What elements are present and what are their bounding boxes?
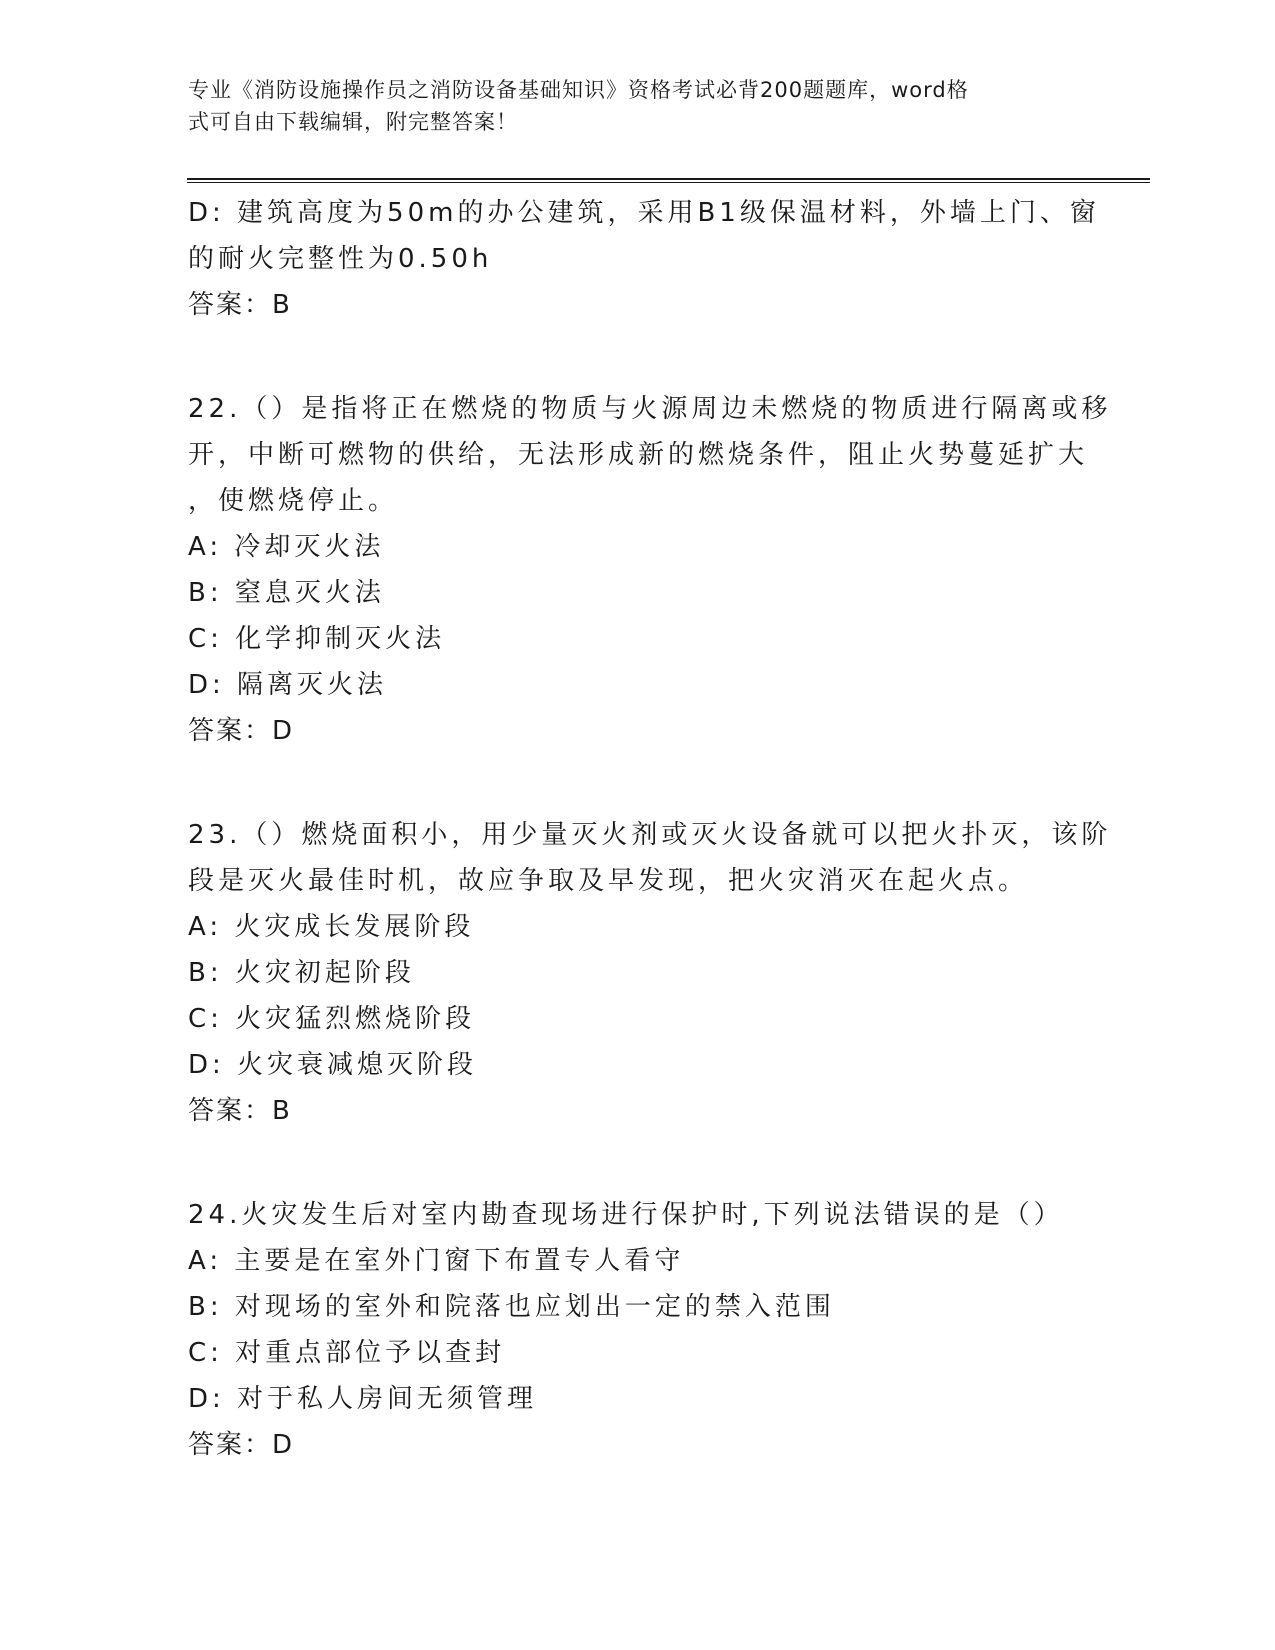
spacer [188,328,1078,386]
option-b: B: 窒息灭火法 [188,578,385,608]
question-24 [188,1192,1078,1468]
question-stem-line: 22.（）是指将正在燃烧的物质与火源周边未燃烧的物质进行隔离或移 [188,394,1112,424]
document-header [188,74,1068,138]
answer-line: 答案：D [188,1430,295,1460]
question-23 [188,812,1112,1134]
option-b: B: 对现场的室外和院落也应划出一定的禁入范围 [188,1292,835,1322]
spacer [188,754,1078,812]
spacer [188,1134,1078,1192]
question-22 [188,386,1112,754]
option-d: D: 隔离灭火法 [188,670,388,700]
header-line-1: 专业《消防设施操作员之消防设备基础知识》资格考试必背200题题库，word格 [188,78,969,102]
question-stem-line: 开，中断可燃物的供给，无法形成新的燃烧条件，阻止火势蔓延扩大 [188,440,1089,470]
header-divider [187,178,1150,183]
question-21 [188,190,1100,328]
answer-line: 答案：B [188,290,292,320]
header-line-2: 式可自由下载编辑，附完整答案！ [188,110,518,134]
answer-line: 答案：D [188,716,295,746]
question-stem-line: ，使燃烧停止。 [188,486,399,516]
answer-line: 答案：B [188,1096,292,1126]
option-d: D: 火灾衰减熄灭阶段 [188,1050,478,1080]
question-list [188,190,1112,1468]
option-d: D: 对于私人房间无须管理 [188,1384,538,1414]
option-a: A: 主要是在室外门窗下布置专人看守 [188,1246,685,1276]
option-c: C: 火灾猛烈燃烧阶段 [188,1004,476,1034]
option-a: A: 火灾成长发展阶段 [188,912,475,942]
option-c: C: 对重点部位予以查封 [188,1338,506,1368]
option-b: B: 火灾初起阶段 [188,958,415,988]
question-stem-line: 24.火灾发生后对室内勘查现场进行保护时,下列说法错误的是（） [188,1200,1064,1230]
option-d-line-1: D: 建筑高度为50m的办公建筑，采用B1级保温材料，外墙上门、窗 [188,198,1100,228]
question-stem-line: 23.（）燃烧面积小，用少量灭火剂或灭火设备就可以把火扑灭，该阶 [188,820,1112,850]
option-a: A: 冷却灭火法 [188,532,385,562]
option-c: C: 化学抑制灭火法 [188,624,446,654]
option-d-line-2: 的耐火完整性为0.50h [188,244,493,274]
question-stem-line: 段是灭火最佳时机，故应争取及早发现，把火灾消灭在起火点。 [188,866,1029,896]
